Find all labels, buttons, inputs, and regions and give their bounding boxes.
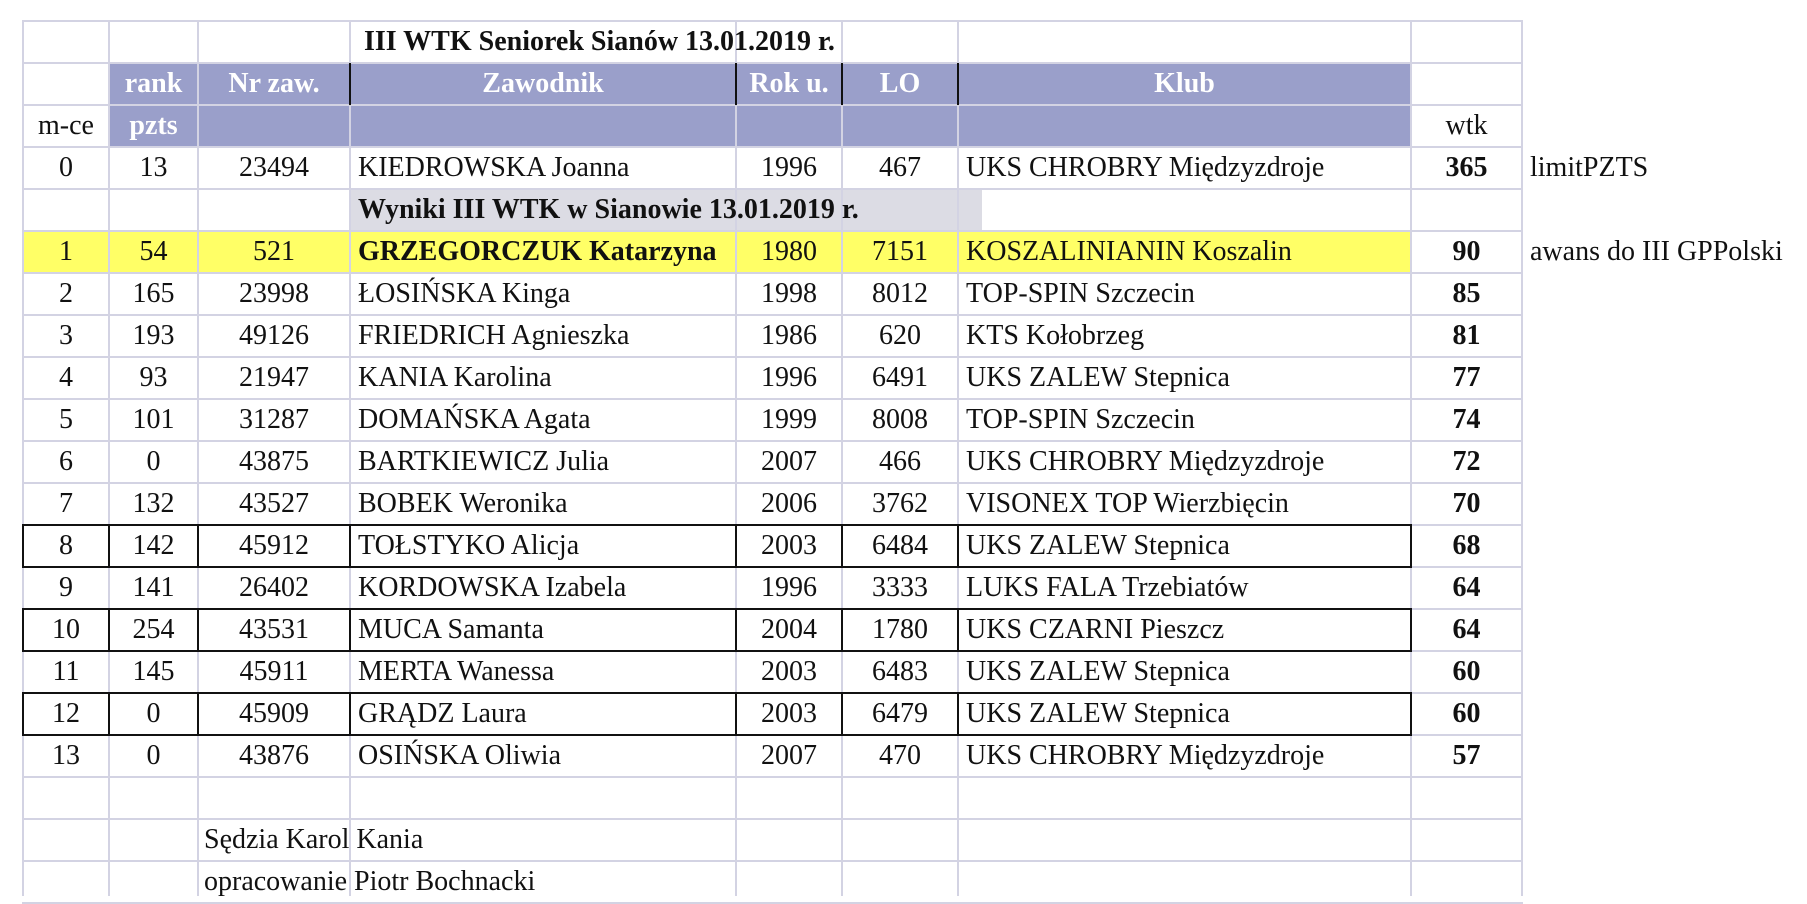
header-klub: Klub — [1154, 68, 1215, 99]
row-rank: 141 — [132, 572, 175, 603]
row-rank: 93 — [139, 362, 168, 393]
row-rank: 132 — [132, 488, 175, 519]
row-place: 10 — [52, 614, 80, 645]
limit-points: 365 — [1445, 152, 1488, 183]
row-nr: 45911 — [239, 656, 309, 687]
row-dark-border — [22, 524, 1412, 526]
row-year: 1986 — [761, 320, 817, 351]
row-year: 2003 — [761, 656, 817, 687]
row-dark-border — [1410, 609, 1412, 651]
row-dark-border — [735, 693, 737, 735]
row-nr: 43531 — [239, 614, 309, 645]
row-name: MERTA Wanessa — [358, 656, 555, 687]
row-dark-border — [108, 609, 110, 651]
row-name: BARTKIEWICZ Julia — [358, 446, 610, 477]
row-lo: 7151 — [872, 236, 928, 267]
row-name: KORDOWSKA Izabela — [358, 572, 627, 603]
row-name: GRĄDZ Laura — [358, 698, 527, 729]
row-place: 7 — [59, 488, 73, 519]
row-lo: 620 — [879, 320, 921, 351]
row-club: UKS ZALEW Stepnica — [966, 530, 1230, 561]
row-dark-border — [1410, 693, 1412, 735]
row-place: 12 — [52, 698, 80, 729]
row-year: 2006 — [761, 488, 817, 519]
row-points: 64 — [1452, 572, 1481, 603]
row-dark-border — [197, 693, 199, 735]
row-club: UKS ZALEW Stepnica — [966, 656, 1230, 687]
row-year: 1980 — [761, 236, 817, 267]
row-dark-border — [108, 525, 110, 567]
row-place: 3 — [59, 320, 73, 351]
row-rank: 0 — [146, 740, 161, 771]
row-note — [1522, 315, 1530, 357]
row-name: MUCA Samanta — [358, 614, 544, 645]
row-dark-border — [735, 525, 737, 567]
row-note — [1522, 399, 1530, 441]
results-spreadsheet — [23, 21, 1783, 897]
header-separator — [841, 63, 843, 105]
row-note — [1522, 651, 1530, 693]
row-club: LUKS FALA Trzebiatów — [966, 572, 1249, 603]
row-club: TOP-SPIN Szczecin — [966, 278, 1195, 309]
row-lo: 8012 — [872, 278, 928, 309]
limit-year: 1996 — [761, 152, 817, 183]
row-name: BOBEK Weronika — [358, 488, 568, 519]
row-dark-border — [22, 608, 1412, 610]
row-place: 11 — [52, 656, 80, 687]
row-points: 68 — [1452, 530, 1481, 561]
row-name: KANIA Karolina — [358, 362, 552, 393]
row-year: 2007 — [761, 740, 817, 771]
row-year: 1998 — [761, 278, 817, 309]
row-year: 1996 — [761, 572, 817, 603]
row-nr: 31287 — [239, 404, 309, 435]
header-pzts: pzts — [129, 110, 178, 141]
row-lo: 8008 — [872, 404, 928, 435]
page-title: III WTK Seniorek Sianów 13.01.2019 r. — [364, 26, 835, 57]
row-nr: 45912 — [239, 530, 309, 561]
row-lo: 6479 — [872, 698, 928, 729]
row-nr: 49126 — [239, 320, 309, 351]
row-lo: 3762 — [872, 488, 928, 519]
row-dark-border — [841, 693, 843, 735]
row-note — [1522, 357, 1530, 399]
row-note — [1522, 441, 1530, 483]
row-dark-border — [349, 609, 351, 651]
row-dark-border — [22, 692, 1412, 694]
row-name: GRZEGORCZUK Katarzyna — [358, 236, 717, 267]
row-points: 90 — [1452, 236, 1481, 267]
row-dark-border — [22, 609, 24, 651]
row-club: VISONEX TOP Wierzbięcin — [966, 488, 1289, 519]
limit-rank: 13 — [139, 152, 168, 183]
row-points: 60 — [1452, 656, 1481, 687]
row-place: 13 — [52, 740, 80, 771]
row-place: 2 — [59, 278, 73, 309]
row-points: 72 — [1452, 446, 1481, 477]
row-club: KTS Kołobrzeg — [966, 320, 1145, 351]
row-note — [1522, 273, 1530, 315]
row-points: 81 — [1452, 320, 1481, 351]
row-rank: 165 — [132, 278, 175, 309]
row-year: 1996 — [761, 362, 817, 393]
row-dark-border — [841, 525, 843, 567]
row-club: UKS ZALEW Stepnica — [966, 698, 1230, 729]
row-place: 6 — [59, 446, 73, 477]
row-name: ŁOSIŃSKA Kinga — [358, 278, 571, 309]
row-name: OSIŃSKA Oliwia — [358, 740, 562, 771]
row-nr: 43876 — [239, 740, 309, 771]
row-name: DOMAŃSKA Agata — [358, 404, 591, 435]
row-club: UKS CHROBRY Międzyzdroje — [966, 740, 1325, 771]
row-rank: 101 — [132, 404, 175, 435]
row-note — [1522, 567, 1530, 609]
header-mce: m-ce — [38, 110, 94, 141]
row-note — [1522, 525, 1530, 567]
results-title: Wyniki III WTK w Sianowie 13.01.2019 r. — [358, 194, 859, 225]
header-separator — [349, 63, 351, 105]
row-place: 4 — [59, 362, 73, 393]
row-lo: 466 — [879, 446, 921, 477]
header-wtk: wtk — [1445, 110, 1488, 141]
row-nr: 26402 — [239, 572, 309, 603]
row-points: 85 — [1452, 278, 1481, 309]
header-rok: Rok u. — [749, 68, 829, 99]
row-club: KOSZALINIANIN Koszalin — [966, 236, 1292, 267]
row-rank: 145 — [132, 656, 175, 687]
row-dark-border — [22, 566, 1412, 568]
row-note — [1522, 483, 1530, 525]
row-lo: 3333 — [872, 572, 928, 603]
row-name: TOŁSTYKO Alicja — [358, 530, 580, 561]
row-year: 1999 — [761, 404, 817, 435]
header-rank: rank — [124, 68, 183, 99]
row-dark-border — [22, 525, 24, 567]
header-separator — [735, 63, 737, 105]
row-note — [1522, 609, 1530, 651]
row-points: 64 — [1452, 614, 1481, 645]
row-nr: 43527 — [239, 488, 309, 519]
row-points: 77 — [1452, 362, 1481, 393]
limit-name: KIEDROWSKA Joanna — [358, 152, 630, 183]
row-dark-border — [957, 525, 959, 567]
row-club: UKS CZARNI Pieszcz — [966, 614, 1225, 645]
row-place: 9 — [59, 572, 73, 603]
row-year: 2007 — [761, 446, 817, 477]
row-dark-border — [197, 525, 199, 567]
limit-nr: 23494 — [239, 152, 309, 183]
row-nr: 23998 — [239, 278, 309, 309]
row-note — [1522, 693, 1530, 735]
header-nr-zaw: Nr zaw. — [228, 68, 320, 99]
limit-lo: 467 — [879, 152, 921, 183]
row-dark-border — [22, 734, 1412, 736]
row-nr: 21947 — [239, 362, 309, 393]
header-zawodnik: Zawodnik — [482, 68, 604, 99]
row-rank: 142 — [132, 530, 175, 561]
row-dark-border — [957, 693, 959, 735]
row-club: UKS ZALEW Stepnica — [966, 362, 1230, 393]
row-dark-border — [108, 693, 110, 735]
limit-note: limitPZTS — [1530, 152, 1649, 183]
limit-club: UKS CHROBRY Międzyzdroje — [966, 152, 1325, 183]
row-dark-border — [197, 609, 199, 651]
row-year: 2003 — [761, 530, 817, 561]
row-lo: 6484 — [872, 530, 928, 561]
row-points: 70 — [1452, 488, 1481, 519]
row-place: 1 — [59, 236, 73, 267]
limit-place: 0 — [59, 152, 73, 183]
row-dark-border — [1410, 525, 1412, 567]
row-points: 74 — [1452, 404, 1481, 435]
header-po-iii: po III — [1431, 68, 1502, 99]
row-dark-border — [22, 650, 1412, 652]
row-place: 8 — [59, 530, 73, 561]
row-year: 2004 — [761, 614, 817, 645]
row-club: UKS CHROBRY Międzyzdroje — [966, 446, 1325, 477]
row-nr: 45909 — [239, 698, 309, 729]
row-note: awans do III GPPolski — [1530, 236, 1783, 267]
footer-prepared: opracowanie Piotr Bochnacki — [204, 866, 536, 897]
row-rank: 54 — [139, 236, 168, 267]
row-lo: 6491 — [872, 362, 928, 393]
row-lo: 470 — [879, 740, 921, 771]
row-lo: 6483 — [872, 656, 928, 687]
row-place: 5 — [59, 404, 73, 435]
row-name: FRIEDRICH Agnieszka — [358, 320, 630, 351]
row-note — [1522, 735, 1530, 777]
row-rank: 254 — [132, 614, 175, 645]
header-separator — [957, 63, 959, 105]
row-rank: 0 — [146, 446, 161, 477]
row-nr: 43875 — [239, 446, 309, 477]
footer-judge: Sędzia Karol Kania — [204, 824, 424, 855]
row-dark-border — [841, 609, 843, 651]
row-lo: 1780 — [872, 614, 928, 645]
row-rank: 0 — [146, 698, 161, 729]
row-dark-border — [349, 693, 351, 735]
row-points: 60 — [1452, 698, 1481, 729]
row-year: 2003 — [761, 698, 817, 729]
row-dark-border — [735, 609, 737, 651]
row-rank: 193 — [132, 320, 175, 351]
header-lo: LO — [879, 68, 921, 99]
row-dark-border — [957, 609, 959, 651]
row-dark-border — [22, 693, 24, 735]
row-dark-border — [349, 525, 351, 567]
row-points: 57 — [1452, 740, 1481, 771]
row-club: TOP-SPIN Szczecin — [966, 404, 1195, 435]
row-nr: 521 — [253, 236, 295, 267]
